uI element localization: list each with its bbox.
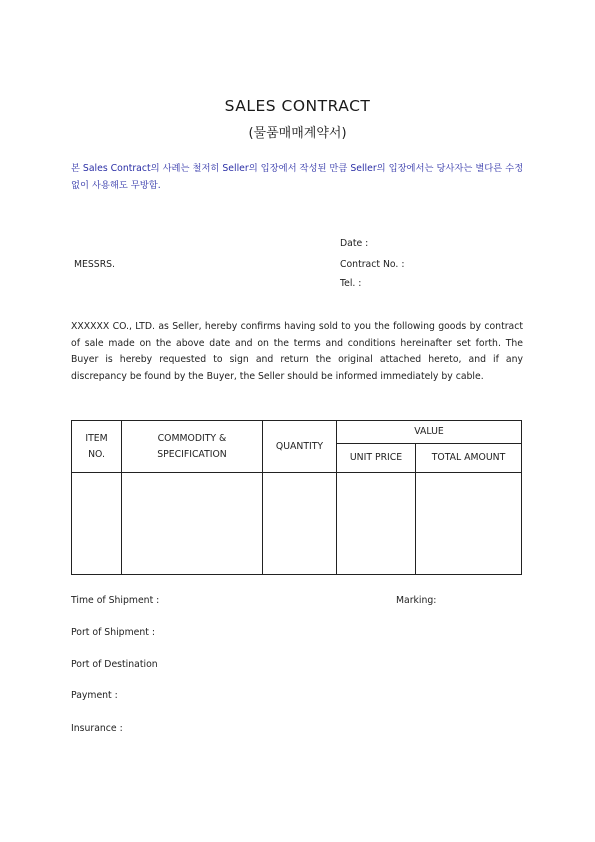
messrs-label: MESSRS.: [74, 259, 116, 270]
item-no-header: [72, 421, 122, 473]
port-of-shipment-label: Port of Shipment :: [71, 627, 155, 638]
unit-price-header: UNIT PRICE: [337, 444, 416, 473]
value-header: VALUE: [337, 421, 522, 444]
commodity-header-line2: SPECIFICATION: [157, 448, 227, 460]
item-no-cell[interactable]: [72, 473, 122, 575]
quantity-cell[interactable]: [263, 473, 337, 575]
payment-label: Payment :: [71, 690, 118, 701]
confirmation-paragraph: XXXXXX CO., LTD. as Seller, hereby confirms having sold to you the following goods by contract of sale made on the above date and on the terms and conditions hereinafter set forth. The Buyer is hereby requested to sign and return the original attached hereto, and if any discrepancy be found by the Buyer, the Seller should be informed immediately by cable.: [71, 321, 523, 383]
contract-subtitle: (물품매매계약서): [248, 126, 347, 141]
contract-no-label: Contract No. :: [340, 259, 405, 270]
unit-price-cell[interactable]: [337, 473, 416, 575]
item-no-header-line1: ITEM: [85, 432, 108, 444]
total-amount-header: TOTAL AMOUNT: [416, 444, 522, 473]
commodity-header-line1: COMMODITY &: [157, 432, 227, 444]
tel-label: Tel. :: [340, 278, 362, 289]
time-of-shipment-label: Time of Shipment :: [71, 595, 160, 606]
port-of-destination-label: Port of Destination: [71, 659, 158, 670]
quantity-header: QUANTITY: [263, 421, 337, 473]
goods-table: [71, 420, 522, 575]
commodity-cell[interactable]: [122, 473, 263, 575]
insurance-label: Insurance :: [71, 723, 123, 734]
usage-note: 본 Sales Contract의 사례는 철저히 Seller의 입장에서 작성된 만큼 Seller의 입장에서는 당사자는 별다른 수정없이 사용해도 무방함.: [71, 163, 524, 191]
marking-label: Marking:: [396, 595, 437, 606]
item-no-header-line2: NO.: [88, 448, 105, 460]
total-amount-cell[interactable]: [416, 473, 522, 575]
commodity-header: [122, 421, 263, 473]
date-label: Date :: [340, 238, 369, 249]
contract-title: SALES CONTRACT: [224, 97, 371, 115]
